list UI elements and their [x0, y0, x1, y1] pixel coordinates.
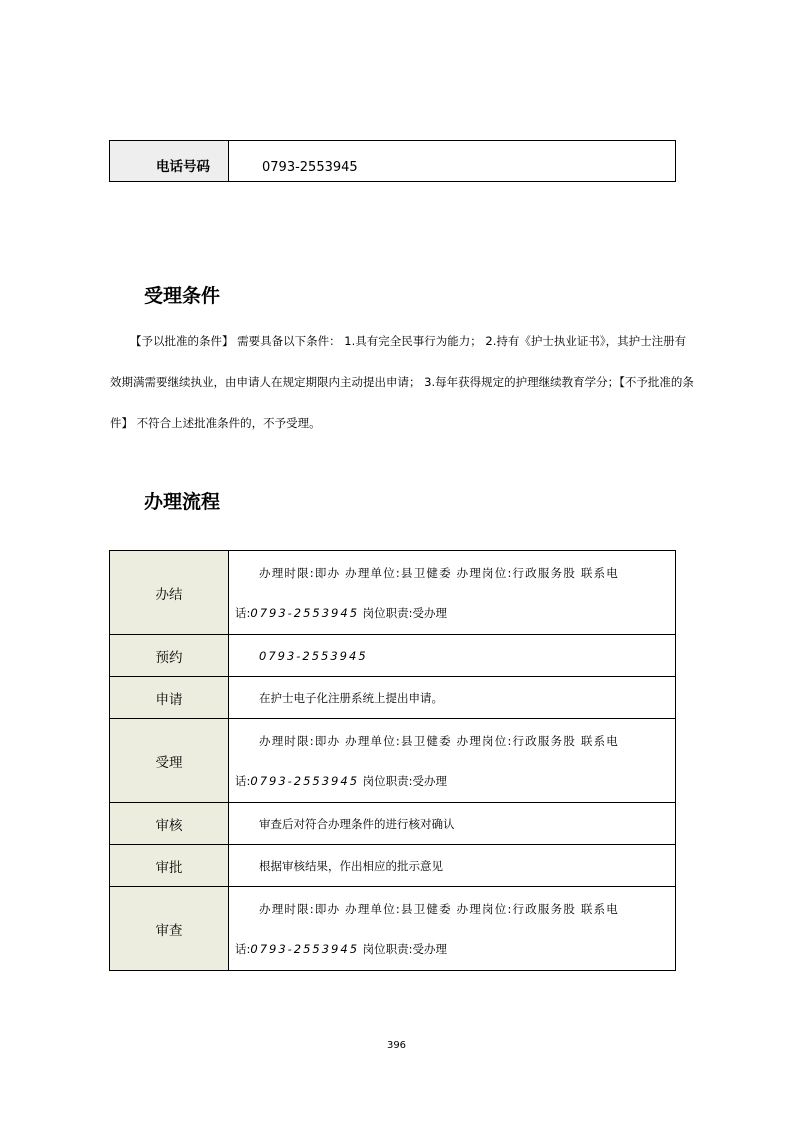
process-row: [110, 887, 676, 971]
step-detail: [229, 551, 676, 635]
step-detail-line1: 办理时限:即办 办理单位:县卫健委 办理岗位:行政服务股 联系电: [259, 733, 619, 748]
phone-number: 0793-2553945: [250, 605, 360, 620]
step-detail: [229, 635, 676, 677]
conditions-body: 【予以批准的条件】 需要具备以下条件： 1.具有完全民事行为能力； 2.持有《护士执业证书》，其护士注册有效期满需要继续执业，由申请人在规定期限内主动提出申请； 3.每年获得规定的护理继续教育学分；【不予批准的条件】 不符合上述批准条件的，不予受理。: [110, 334, 694, 430]
step-detail: [229, 803, 676, 845]
phone-prefix: 话:: [235, 941, 251, 956]
process-row: [110, 803, 676, 845]
process-row: [110, 845, 676, 887]
process-row: [110, 677, 676, 719]
phone-number: 0793-2553945: [250, 773, 360, 788]
process-row: [110, 635, 676, 677]
process-row: [110, 719, 676, 803]
step-name: 预约: [110, 635, 229, 677]
conditions-text: [110, 321, 696, 444]
process-row: [110, 551, 676, 635]
phone-number: 0793-2553945: [250, 941, 360, 956]
phone-prefix: 话:: [235, 605, 251, 620]
step-name: 申请: [110, 677, 229, 719]
step-detail-line2: [235, 929, 675, 969]
duty-text: 岗位职责:受办理: [359, 941, 448, 956]
contact-phone-table: [109, 140, 676, 182]
phone-label: 电话号码: [110, 141, 229, 181]
step-name: 受理: [110, 719, 229, 803]
process-heading: 办理流程: [144, 491, 221, 513]
process-table: [109, 550, 676, 971]
step-detail: [229, 677, 676, 719]
step-name: 审核: [110, 803, 229, 845]
step-detail-text: 审查后对符合办理条件的进行核对确认: [259, 816, 455, 831]
phone-value: 0793-2553945: [262, 160, 358, 175]
step-detail-text: 根据审核结果，作出相应的批示意见: [259, 858, 443, 873]
phone-prefix: 话:: [235, 773, 251, 788]
conditions-heading: 受理条件: [144, 285, 221, 307]
step-detail: [229, 887, 676, 971]
step-detail-text: 0793-2553945: [259, 648, 368, 663]
step-name: 办结: [110, 551, 229, 635]
step-detail-line2: [235, 593, 675, 633]
duty-text: 岗位职责:受办理: [359, 773, 448, 788]
step-name: 审查: [110, 887, 229, 971]
step-detail-line1: 办理时限:即办 办理单位:县卫健委 办理岗位:行政服务股 联系电: [259, 901, 619, 916]
step-detail: [229, 845, 676, 887]
step-detail-line1: 办理时限:即办 办理单位:县卫健委 办理岗位:行政服务股 联系电: [259, 565, 619, 580]
step-detail-text: 在护士电子化注册系统上提出申请。: [259, 690, 443, 705]
step-detail-line2: [235, 761, 675, 801]
step-name: 审批: [110, 845, 229, 887]
duty-text: 岗位职责:受办理: [359, 605, 448, 620]
page-number: 396: [386, 1040, 407, 1051]
step-detail: [229, 719, 676, 803]
